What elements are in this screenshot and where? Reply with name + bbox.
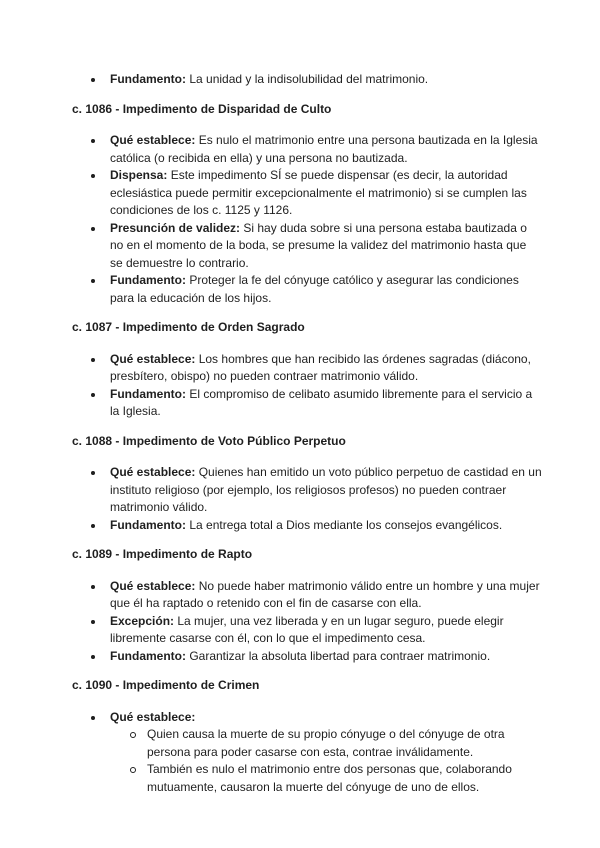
section-title: c. 1089 - Impedimento de Rapto [72,547,253,561]
section-list [72,351,542,421]
section-list [72,132,542,307]
list-item [72,648,542,666]
sub-list-item: También es nulo el matrimonio entre dos personas que, colaborando mutuamente, causaron la muerte del cónyuge de uno de ellos. [72,761,542,796]
section-c1087 [72,319,542,421]
section-list [72,709,542,797]
item-text: No puede haber matrimonio válido entre un hombre y una mujer que él ha raptado o retenido con el fin de casarse con ella. [110,578,540,610]
list-item [72,517,542,535]
document-content [72,71,542,796]
list-item [72,71,542,89]
item-label: Fundamento: [110,386,186,401]
item-text: La mujer, una vez liberada y en un lugar seguro, puede elegir libremente casarse con él, con lo que el impedimento cesa. [110,613,504,645]
item-label: Qué establece: [110,465,196,479]
item-label: Fundamento: [110,517,186,532]
section-title: c. 1087 - Impedimento de Orden Sagrado [72,320,305,334]
item-text: Este impedimento SÍ se puede dispensar (es decir, la autoridad eclesiástica puede permitir excepcionalmente el matrimonio) si se cumplen las condiciones de los c. 1125 y 1126. [110,168,527,217]
item-label: Presunción de validez: [110,220,241,235]
item-text: Es nulo el matrimonio entre una persona bautizada en la Iglesia católica (o recibida en ella) y una persona no bautizada. [110,133,538,165]
item-label: Qué establece: [110,578,196,593]
item-label: Dispensa: [110,168,168,182]
item-text: El compromiso de celibato asumido libremente para el servicio a la Iglesia. [110,386,533,418]
list-item [72,132,542,167]
sub-list [72,726,542,796]
list-item [72,167,542,220]
item-text: Los hombres que han recibido las órdenes sagradas (diácono, presbítero, obispo) no pueden contraer matrimonio válido. [110,351,531,383]
list-item [72,386,542,421]
list-item [72,613,542,648]
item-text: Quienes han emitido un voto público perpetuo de castidad en un instituto religioso (por ejemplo, los religiosos profesos) no pueden contraer matrimonio válido. [110,465,542,514]
list-item [72,272,542,307]
item-label: Fundamento: [110,273,186,287]
list-item [72,709,542,797]
item-text: La entrega total a Dios mediante los consejos evangélicos. [186,517,503,532]
item-label: Qué establece: [110,133,196,147]
section-c1090 [72,677,542,796]
list-item [72,464,542,517]
item-label: Qué establece: [110,351,196,366]
list-item [72,351,542,386]
section-title: c. 1090 - Impedimento de Crimen [72,678,260,692]
section-title: c. 1086 - Impedimento de Disparidad de Culto [72,101,332,116]
list-item [72,578,542,613]
section-list [72,578,542,666]
section-title: c. 1088 - Impedimento de Voto Público Perpetuo [72,433,346,448]
sub-list-item: Quien causa la muerte de su propio cónyuge o del cónyuge de otra persona para poder casarse con esta, contrae inválidamente. [72,726,542,761]
intro-list [72,71,542,89]
section-c1088 [72,433,542,535]
item-label: Qué establece: [110,709,196,724]
item-text: La unidad y la indisolubilidad del matrimonio. [186,72,429,86]
section-c1086 [72,101,542,308]
item-label: Fundamento: [110,648,186,663]
item-text: Proteger la fe del cónyuge católico y asegurar las condiciones para la educación de los hijos. [110,273,519,305]
section-list [72,464,542,534]
list-item [72,220,542,273]
section-c1089 [72,546,542,665]
item-label: Fundamento: [110,72,186,86]
item-text: Garantizar la absoluta libertad para contraer matrimonio. [186,648,491,663]
item-text: Si hay duda sobre si una persona estaba bautizada o no en el momento de la boda, se presume la validez del matrimonio hasta que se demuestre lo contrario. [110,220,527,270]
item-label: Excepción: [110,613,175,628]
